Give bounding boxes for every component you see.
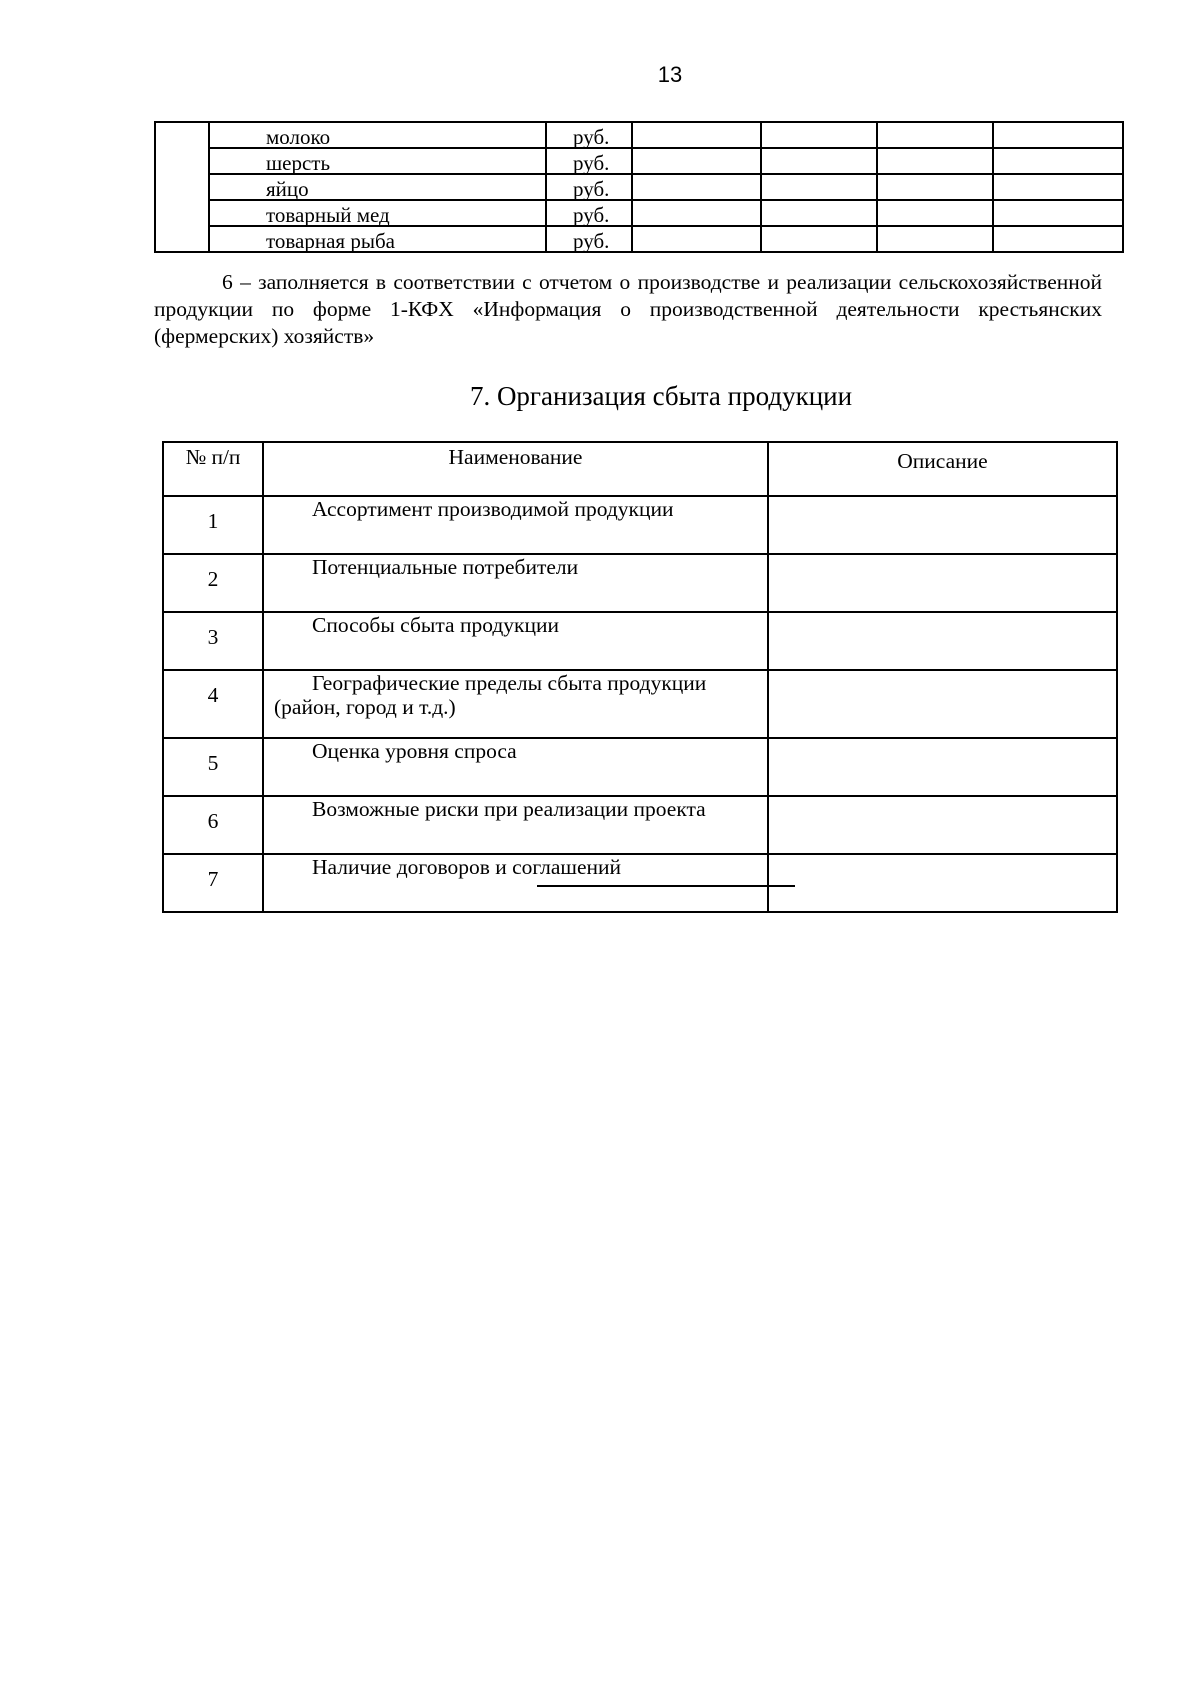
value-cell (877, 200, 993, 226)
value-cell (761, 174, 877, 200)
value-cell (993, 200, 1123, 226)
value-cell (632, 174, 761, 200)
product-name: шерсть (209, 148, 546, 174)
products-table (154, 121, 1124, 253)
table-row (163, 738, 1117, 796)
table-row (163, 796, 1117, 854)
row-name-text: Оценка уровня спроса (312, 739, 517, 763)
footnote (154, 269, 1102, 350)
footnote-text: – заполняется в соответствии с отчетом о производстве и реализации сельскохозяйственной продукции по форме 1-КФХ «Информация о производственной деятельности крестьянских (фермерских) хозяйств» (154, 270, 1102, 348)
header-description: Описание (768, 442, 1117, 496)
table-row (163, 854, 1117, 912)
value-cell (877, 122, 993, 148)
table-row (163, 496, 1117, 554)
row-name-text: Наличие договоров и соглашений (312, 855, 622, 879)
product-name: товарный мед (209, 200, 546, 226)
table-row (155, 200, 1123, 226)
product-name: молоко (209, 122, 546, 148)
product-unit: руб. (546, 122, 632, 148)
table-row (155, 226, 1123, 252)
value-cell (877, 174, 993, 200)
value-cell (993, 148, 1123, 174)
footnote-marker: 6 (222, 270, 233, 294)
product-unit: руб. (546, 200, 632, 226)
row-description (768, 554, 1117, 612)
row-number: 6 (163, 796, 263, 854)
row-description (768, 612, 1117, 670)
table-row (163, 670, 1117, 738)
row-number: 3 (163, 612, 263, 670)
row-name (263, 496, 768, 554)
table-row (155, 174, 1123, 200)
header-name: Наименование (263, 442, 768, 496)
row-description (768, 738, 1117, 796)
page-number: 13 (657, 62, 683, 87)
row-number: 1 (163, 496, 263, 554)
value-cell (632, 200, 761, 226)
value-cell (993, 174, 1123, 200)
row-name (263, 554, 768, 612)
row-description (768, 854, 1117, 912)
section-title: 7. Организация сбыта продукции (469, 381, 853, 411)
product-unit: руб. (546, 226, 632, 252)
row-name-text: Географические пределы сбыта продукции (312, 671, 707, 695)
value-cell (877, 226, 993, 252)
row-number: 2 (163, 554, 263, 612)
row-name (263, 612, 768, 670)
row-description (768, 670, 1117, 738)
value-cell (993, 226, 1123, 252)
row-name-text: Способы сбыта продукции (312, 613, 559, 637)
value-cell (632, 226, 761, 252)
table-header-row (163, 442, 1117, 496)
header-num: № п/п (163, 442, 263, 496)
row-number: 5 (163, 738, 263, 796)
product-unit: руб. (546, 174, 632, 200)
row-description (768, 796, 1117, 854)
value-cell (632, 148, 761, 174)
product-unit: руб. (546, 148, 632, 174)
row-name (263, 670, 768, 738)
value-cell (761, 200, 877, 226)
value-cell (877, 148, 993, 174)
row-name-text: Возможные риски при реализации проекта (312, 797, 706, 821)
row-name (263, 796, 768, 854)
table-row (163, 612, 1117, 670)
row-name-text: Ассортимент производимой продукции (312, 497, 674, 521)
value-cell (761, 226, 877, 252)
merged-cell (155, 122, 209, 252)
row-name-text: Потенциальные потребители (312, 555, 579, 579)
sales-table (162, 441, 1118, 913)
product-name: яйцо (209, 174, 546, 200)
value-cell (761, 122, 877, 148)
row-number: 7 (163, 854, 263, 912)
table-row (163, 554, 1117, 612)
table-row (155, 148, 1123, 174)
value-cell (993, 122, 1123, 148)
row-name (263, 738, 768, 796)
end-separator-line (537, 885, 795, 887)
product-name: товарная рыба (209, 226, 546, 252)
row-description (768, 496, 1117, 554)
row-name-continuation: (район, город и т.д.) (274, 695, 456, 719)
value-cell (761, 148, 877, 174)
row-number: 4 (163, 670, 263, 738)
value-cell (632, 122, 761, 148)
row-name (263, 854, 768, 912)
table-row (155, 122, 1123, 148)
